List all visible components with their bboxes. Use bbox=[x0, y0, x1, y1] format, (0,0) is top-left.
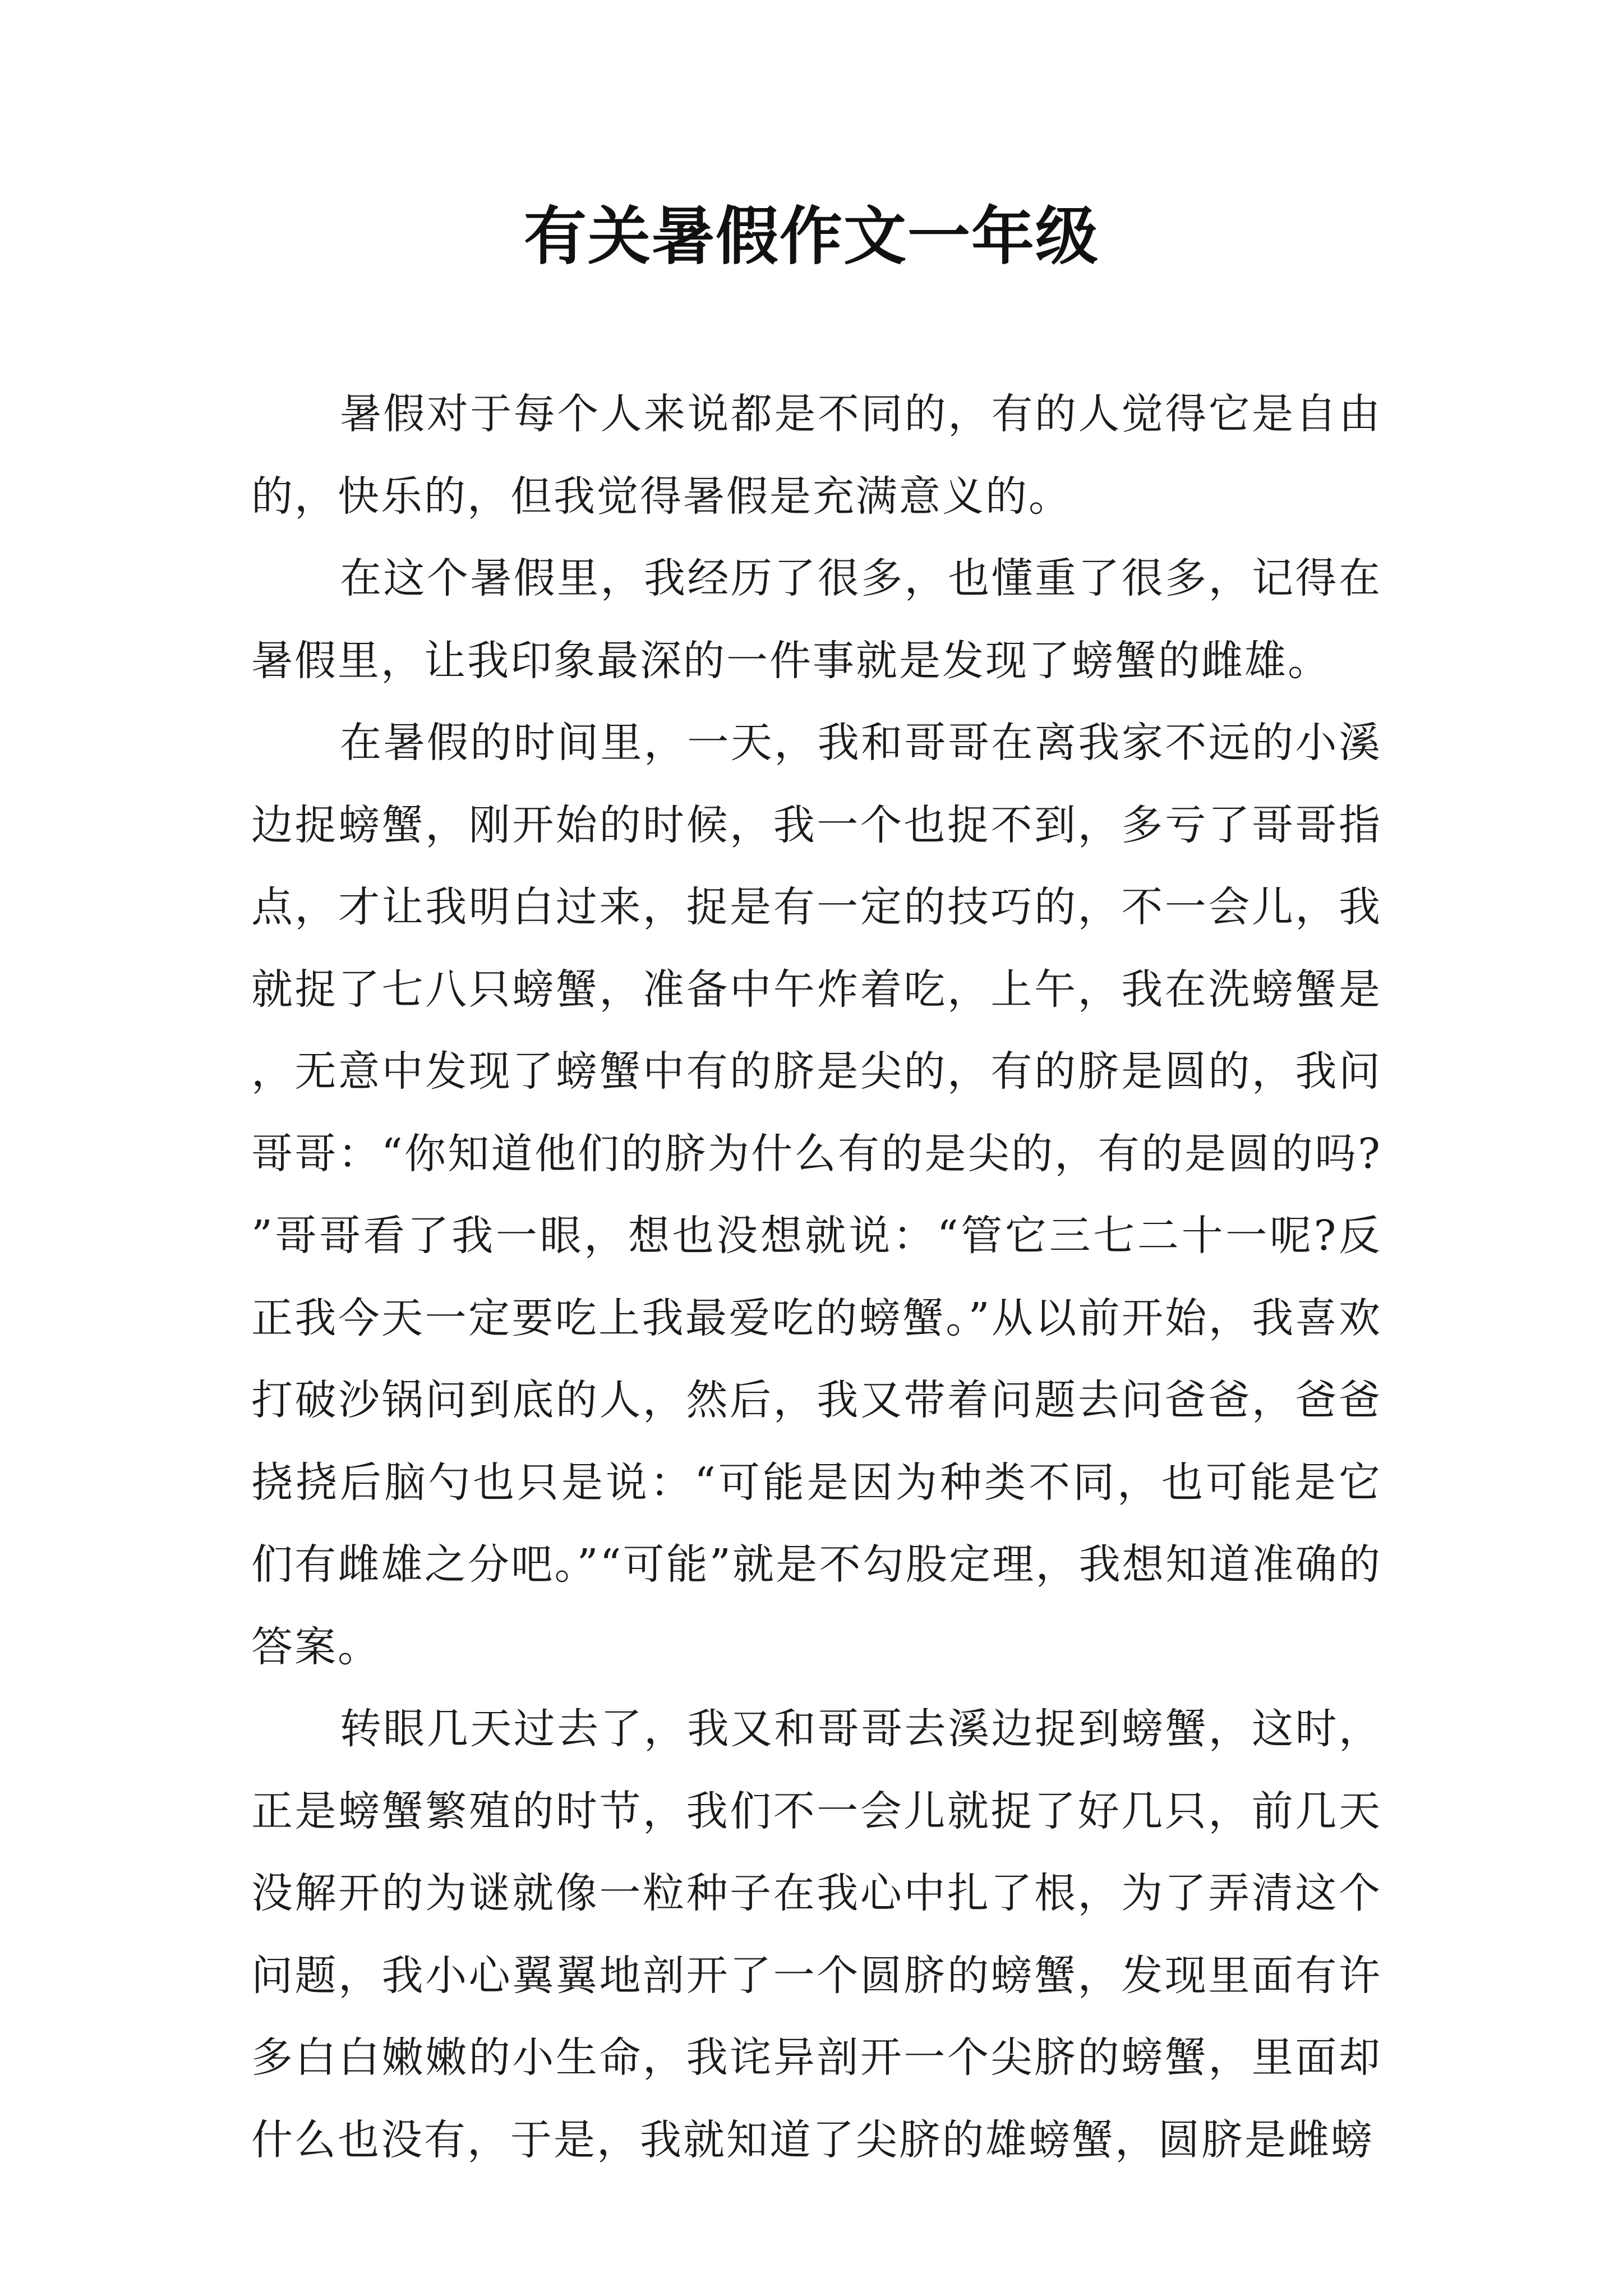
paragraph-3: 在暑假的时间里，一天，我和哥哥在离我家不远的小溪边捉螃蟹，刚开始的时候，我一个也捉不到，多亏了哥哥指点，才让我明白过来，捉是有一定的技巧的，不一会儿，我就捉了七八只螃蟹，准备中午炸着吃，上午，我在洗螃蟹是，无意中发现了螃蟹中有的脐是尖的，有的脐是圆的，我问哥哥：“你知道他们的脐为什么有的是尖的，有的是圆的吗?”哥哥看了我一眼，想也没想就说：“管它三七二十一呢?反正我今天一定要吃上我最爱吃的螃蟹。”从以前开始，我喜欢打破沙锅问到底的人，然后，我又带着问题去问爸爸，爸爸挠挠后脑勺也只是说：“可能是因为种类不同，也可能是它们有雌雄之分吧。”“可能”就是不勾股定理，我想知道准确的答案。 bbox=[251, 719, 1382, 1671]
paragraph-4: 转眼几天过去了，我又和哥哥去溪边捉到螃蟹，这时，正是螃蟹繁殖的时节，我们不一会儿就捉了好几只，前几天没解开的为谜就像一粒种子在我心中扎了根，为了弄清这个问题，我小心翼翼地剖开了一个圆脐的螃蟹，发现里面有许多白白嫩嫩的小生命，我诧异剖开一个尖脐的螃蟹，里面却什么也没有，于是，我就知道了尖脐的雄螃蟹，圆脐是雌螃 bbox=[251, 1705, 1382, 2164]
document-title: 有关暑假作文一年级 bbox=[524, 200, 1099, 273]
paragraph-1: 暑假对于每个人来说都是不同的，有的人觉得它是自由的，快乐的，但我觉得暑假是充满意义的。 bbox=[251, 390, 1382, 521]
document-body bbox=[251, 373, 1382, 2181]
paragraph-2: 在这个暑假里，我经历了很多，也懂重了很多，记得在暑假里，让我印象最深的一件事就是发现了螃蟹的雌雄。 bbox=[251, 554, 1382, 685]
